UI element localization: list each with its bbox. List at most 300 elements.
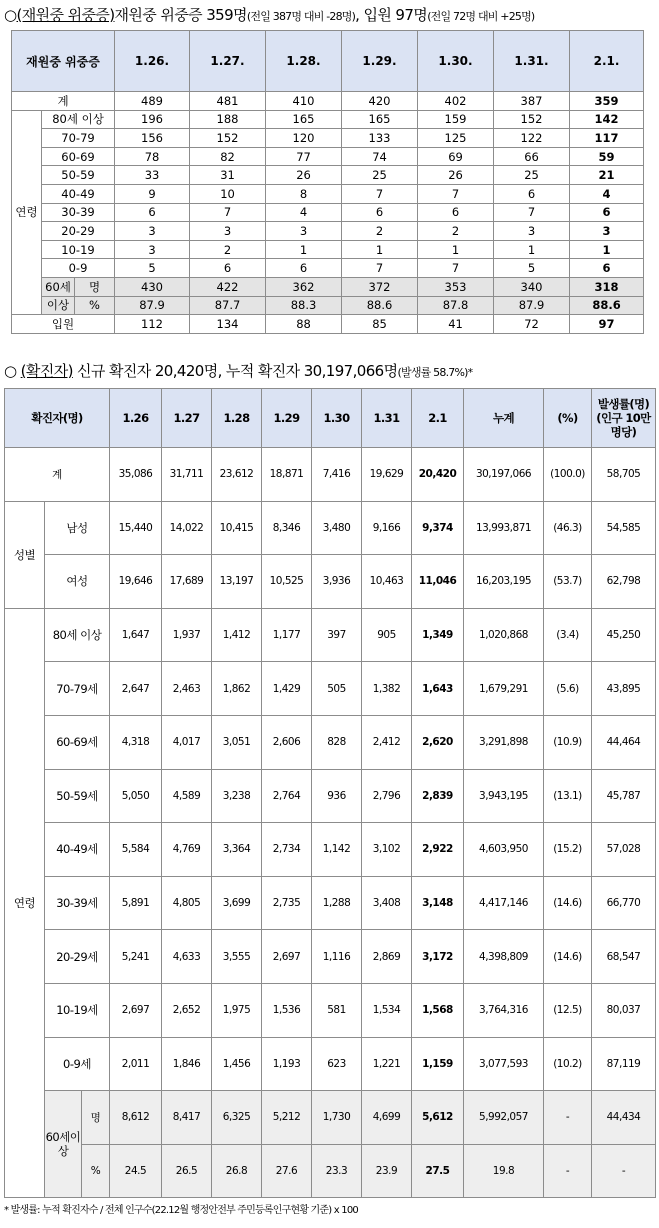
- table-cell: 3: [570, 222, 644, 241]
- cumulative-cell: 13,993,871: [464, 501, 544, 555]
- table-cell: 152: [190, 129, 266, 148]
- corner-header: 재원중 위중증: [12, 31, 115, 92]
- date-header: 1.27: [162, 389, 212, 448]
- table-cell: 2,011: [110, 1037, 162, 1091]
- rate-cell: 54,585: [592, 501, 656, 555]
- table-cell: 82: [190, 147, 266, 166]
- table-cell: 4,589: [162, 769, 212, 823]
- percent-cell: (14.6): [544, 876, 592, 930]
- table-cell: 2,796: [362, 769, 412, 823]
- table-cell: 410: [266, 92, 342, 111]
- table-cell: 77: [266, 147, 342, 166]
- table-cell: 340: [494, 277, 570, 296]
- row-label: 이상: [42, 296, 75, 315]
- table-cell: 3,172: [412, 930, 464, 984]
- percent-header: (%): [544, 389, 592, 448]
- table-cell: 1: [494, 240, 570, 259]
- row-label: 30-39: [42, 203, 115, 222]
- percent-cell: (10.2): [544, 1037, 592, 1091]
- table-cell: 828: [312, 715, 362, 769]
- table-cell: 2,620: [412, 715, 464, 769]
- table-cell: 402: [418, 92, 494, 111]
- table-cell: 387: [494, 92, 570, 111]
- table-cell: 372: [342, 277, 418, 296]
- row-label: 70-79세: [45, 662, 110, 716]
- table-cell: 74: [342, 147, 418, 166]
- cumulative-cell: 1,020,868: [464, 608, 544, 662]
- table-cell: 359: [570, 92, 644, 111]
- row-label: 60-69세: [45, 715, 110, 769]
- cumulative-header: 누계: [464, 389, 544, 448]
- table-cell: 27.6: [262, 1144, 312, 1198]
- table-row: [12, 184, 644, 203]
- table-cell: 1,429: [262, 662, 312, 716]
- table-cell: 1,643: [412, 662, 464, 716]
- table-cell: 5,212: [262, 1091, 312, 1145]
- table-cell: 5: [494, 259, 570, 278]
- row-label: 20-29세: [45, 930, 110, 984]
- table-cell: 1,456: [212, 1037, 262, 1091]
- cumulative-cell: 1,679,291: [464, 662, 544, 716]
- table-cell: 26: [418, 166, 494, 185]
- table-cell: 6,325: [212, 1091, 262, 1145]
- table-cell: 1,412: [212, 608, 262, 662]
- table-row: [5, 501, 656, 555]
- table-cell: 1,288: [312, 876, 362, 930]
- table-cell: 9,374: [412, 501, 464, 555]
- table-cell: 23,612: [212, 448, 262, 502]
- cumulative-cell: 3,943,195: [464, 769, 544, 823]
- table-cell: 8,417: [162, 1091, 212, 1145]
- table-cell: 188: [190, 110, 266, 129]
- unit-label: %: [82, 1144, 110, 1198]
- table-row: [12, 315, 644, 334]
- table-cell: 481: [190, 92, 266, 111]
- rate-cell: 58,705: [592, 448, 656, 502]
- table-cell: 69: [418, 147, 494, 166]
- table-cell: 6: [570, 259, 644, 278]
- header-row: [5, 389, 656, 448]
- row-label: 30-39세: [45, 876, 110, 930]
- table-cell: 20,420: [412, 448, 464, 502]
- table-cell: 21: [570, 166, 644, 185]
- bullet-marker: ○: [4, 362, 17, 380]
- table-cell: 3: [266, 222, 342, 241]
- table-row: [12, 129, 644, 148]
- table-cell: 1: [266, 240, 342, 259]
- table-cell: 1,846: [162, 1037, 212, 1091]
- section-summary-change: (전일 387명 대비 -28명): [246, 10, 356, 23]
- table-cell: 1,382: [362, 662, 412, 716]
- percent-cell: -: [544, 1144, 592, 1198]
- table-cell: 1,862: [212, 662, 262, 716]
- table-cell: 3,408: [362, 876, 412, 930]
- table-cell: 8,346: [262, 501, 312, 555]
- table-cell: 117: [570, 129, 644, 148]
- table-cell: 66: [494, 147, 570, 166]
- table-cell: 5,241: [110, 930, 162, 984]
- percent-cell: (12.5): [544, 983, 592, 1037]
- table-cell: 3,480: [312, 501, 362, 555]
- table-cell: 5: [115, 259, 190, 278]
- row-label: 70-79: [42, 129, 115, 148]
- section-summary-admit-change: (전일 72명 대비 +25명): [427, 10, 535, 23]
- table-cell: 24.5: [110, 1144, 162, 1198]
- cumulative-cell: 5,992,057: [464, 1091, 544, 1145]
- table-cell: 353: [418, 277, 494, 296]
- section-title: (확진자): [20, 362, 73, 380]
- table-cell: 2: [190, 240, 266, 259]
- table-cell: 318: [570, 277, 644, 296]
- table-cell: 8,612: [110, 1091, 162, 1145]
- table-cell: 18,871: [262, 448, 312, 502]
- unit-label: 명: [75, 277, 115, 296]
- percent-cell: (13.1): [544, 769, 592, 823]
- table-cell: 159: [418, 110, 494, 129]
- rate-cell: 44,434: [592, 1091, 656, 1145]
- section-summary-rate: (발생률 58.7%)*: [397, 366, 473, 379]
- table-cell: 17,689: [162, 555, 212, 609]
- table-cell: 1,975: [212, 983, 262, 1037]
- table-cell: 6: [418, 203, 494, 222]
- row-label: 0-9세: [45, 1037, 110, 1091]
- row-label: 계: [5, 448, 110, 502]
- table-cell: 7: [418, 184, 494, 203]
- table-cell: 33: [115, 166, 190, 185]
- rate-cell: 87,119: [592, 1037, 656, 1091]
- cumulative-cell: 4,417,146: [464, 876, 544, 930]
- table-cell: 7: [494, 203, 570, 222]
- table-cell: 1,730: [312, 1091, 362, 1145]
- table-cell: 2,869: [362, 930, 412, 984]
- table-cell: 2,606: [262, 715, 312, 769]
- table-cell: 25: [494, 166, 570, 185]
- table-cell: 2,764: [262, 769, 312, 823]
- cumulative-cell: 4,603,950: [464, 823, 544, 877]
- table-cell: 2,697: [262, 930, 312, 984]
- table-row: [12, 259, 644, 278]
- table-cell: 72: [494, 315, 570, 334]
- table-cell: 7: [342, 184, 418, 203]
- table-cell: 165: [342, 110, 418, 129]
- table-cell: 15,440: [110, 501, 162, 555]
- confirmed-cases-table: [4, 388, 656, 1198]
- table-cell: 6: [494, 184, 570, 203]
- table-cell: 112: [115, 315, 190, 334]
- table-cell: 4: [570, 184, 644, 203]
- table-cell: 5,050: [110, 769, 162, 823]
- percent-cell: (10.9): [544, 715, 592, 769]
- table-cell: 2,734: [262, 823, 312, 877]
- table-cell: 6: [266, 259, 342, 278]
- row-label: 80세 이상: [45, 608, 110, 662]
- table-cell: 6: [190, 259, 266, 278]
- table-cell: 125: [418, 129, 494, 148]
- percent-cell: (3.4): [544, 608, 592, 662]
- row-label: 40-49세: [45, 823, 110, 877]
- table-cell: 1,534: [362, 983, 412, 1037]
- group-label: 성별: [5, 501, 45, 608]
- table-cell: 3,699: [212, 876, 262, 930]
- unit-label: %: [75, 296, 115, 315]
- table-cell: 505: [312, 662, 362, 716]
- table-cell: 11,046: [412, 555, 464, 609]
- table-cell: 623: [312, 1037, 362, 1091]
- table-cell: 152: [494, 110, 570, 129]
- date-header: 1.31.: [494, 31, 570, 92]
- table-cell: 9,166: [362, 501, 412, 555]
- table-cell: 59: [570, 147, 644, 166]
- table-cell: 1,159: [412, 1037, 464, 1091]
- table-cell: 10,415: [212, 501, 262, 555]
- section-title: (재원중 위중증): [16, 6, 115, 24]
- table-cell: 1: [570, 240, 644, 259]
- table-cell: 87.7: [190, 296, 266, 315]
- row-label: 60세이상: [45, 1091, 82, 1198]
- row-label: 50-59: [42, 166, 115, 185]
- group-label: 연령: [12, 110, 42, 315]
- rate-cell: 68,547: [592, 930, 656, 984]
- table-cell: 13,197: [212, 555, 262, 609]
- rate-cell: 45,787: [592, 769, 656, 823]
- table-cell: 196: [115, 110, 190, 129]
- table-cell: 3,102: [362, 823, 412, 877]
- table-cell: 2,647: [110, 662, 162, 716]
- table-cell: 26.8: [212, 1144, 262, 1198]
- cumulative-cell: 30,197,066: [464, 448, 544, 502]
- row-label: 여성: [45, 555, 110, 609]
- rate-cell: 45,250: [592, 608, 656, 662]
- table-row: [5, 769, 656, 823]
- table-cell: 120: [266, 129, 342, 148]
- group-label: 연령: [5, 608, 45, 1198]
- table-cell: 10,525: [262, 555, 312, 609]
- table-cell: 3: [190, 222, 266, 241]
- row-label: 50-59세: [45, 769, 110, 823]
- table-cell: 362: [266, 277, 342, 296]
- row-label: 10-19세: [45, 983, 110, 1037]
- cumulative-cell: 3,291,898: [464, 715, 544, 769]
- row-label: 60-69: [42, 147, 115, 166]
- table-cell: 6: [115, 203, 190, 222]
- table-cell: 156: [115, 129, 190, 148]
- table-cell: 87.8: [418, 296, 494, 315]
- table-cell: 1,116: [312, 930, 362, 984]
- table-cell: 41: [418, 315, 494, 334]
- table-cell: 1,937: [162, 608, 212, 662]
- table-cell: 3,936: [312, 555, 362, 609]
- table-cell: 4,633: [162, 930, 212, 984]
- row-label: 남성: [45, 501, 110, 555]
- table-cell: 9: [115, 184, 190, 203]
- table-cell: 27.5: [412, 1144, 464, 1198]
- table-row: [12, 203, 644, 222]
- table-row: [5, 1091, 656, 1145]
- table-cell: 2,652: [162, 983, 212, 1037]
- unit-label: 명: [82, 1091, 110, 1145]
- section-heading-cases: [4, 360, 472, 381]
- date-header: 1.26: [110, 389, 162, 448]
- table-cell: 8: [266, 184, 342, 203]
- row-label: 계: [12, 92, 115, 111]
- table-cell: 165: [266, 110, 342, 129]
- table-cell: 1,221: [362, 1037, 412, 1091]
- percent-cell: (5.6): [544, 662, 592, 716]
- table-cell: 1,647: [110, 608, 162, 662]
- table-cell: 23.9: [362, 1144, 412, 1198]
- cumulative-cell: 4,398,809: [464, 930, 544, 984]
- table-row: [5, 608, 656, 662]
- table-cell: 1: [418, 240, 494, 259]
- table-cell: 5,612: [412, 1091, 464, 1145]
- rate-cell: 57,028: [592, 823, 656, 877]
- table-cell: 2,463: [162, 662, 212, 716]
- table-cell: 133: [342, 129, 418, 148]
- table-cell: 97: [570, 315, 644, 334]
- table-cell: 26.5: [162, 1144, 212, 1198]
- table-cell: 88.3: [266, 296, 342, 315]
- cumulative-cell: 16,203,195: [464, 555, 544, 609]
- date-header: 1.29: [262, 389, 312, 448]
- table-cell: 134: [190, 315, 266, 334]
- date-header: 1.26.: [115, 31, 190, 92]
- table-cell: 2: [418, 222, 494, 241]
- table-cell: 31: [190, 166, 266, 185]
- table-cell: 4,318: [110, 715, 162, 769]
- table-row: [5, 555, 656, 609]
- rate-cell: 43,895: [592, 662, 656, 716]
- table-cell: 31,711: [162, 448, 212, 502]
- table-cell: 122: [494, 129, 570, 148]
- bullet-marker: ○: [4, 6, 17, 24]
- table-cell: 3,555: [212, 930, 262, 984]
- table-cell: 2,412: [362, 715, 412, 769]
- table-cell: 7: [342, 259, 418, 278]
- table-cell: 420: [342, 92, 418, 111]
- corner-header: 확진자(명): [5, 389, 110, 448]
- section-summary-admit: , 입원 97명: [355, 6, 428, 24]
- table-cell: 1,536: [262, 983, 312, 1037]
- row-label: 80세 이상: [42, 110, 115, 129]
- table-cell: 19,629: [362, 448, 412, 502]
- table-row: [5, 1144, 656, 1198]
- table-cell: 2,839: [412, 769, 464, 823]
- table-cell: 5,584: [110, 823, 162, 877]
- percent-cell: (14.6): [544, 930, 592, 984]
- table-cell: 26: [266, 166, 342, 185]
- table-cell: 4,805: [162, 876, 212, 930]
- table-cell: 3: [115, 240, 190, 259]
- table-cell: 19,646: [110, 555, 162, 609]
- table-cell: 936: [312, 769, 362, 823]
- cumulative-cell: 19.8: [464, 1144, 544, 1198]
- date-header: 1.28: [212, 389, 262, 448]
- critical-patients-table: [11, 30, 644, 334]
- table-cell: 2,922: [412, 823, 464, 877]
- table-cell: 397: [312, 608, 362, 662]
- table-cell: 85: [342, 315, 418, 334]
- table-row: [5, 823, 656, 877]
- section-summary: 재원중 위중증 359명: [114, 6, 247, 24]
- table-cell: 2,735: [262, 876, 312, 930]
- table-row: [5, 876, 656, 930]
- percent-cell: -: [544, 1091, 592, 1145]
- cumulative-cell: 3,077,593: [464, 1037, 544, 1091]
- date-header: 1.27.: [190, 31, 266, 92]
- table-cell: 88.6: [570, 296, 644, 315]
- row-label: 입원: [12, 315, 115, 334]
- row-label: 40-49: [42, 184, 115, 203]
- row-label: 10-19: [42, 240, 115, 259]
- table-cell: 3,364: [212, 823, 262, 877]
- table-cell: 3,051: [212, 715, 262, 769]
- table-cell: 2,697: [110, 983, 162, 1037]
- table-cell: 4,769: [162, 823, 212, 877]
- cumulative-cell: 3,764,316: [464, 983, 544, 1037]
- table-cell: 1,142: [312, 823, 362, 877]
- date-header: 1.28.: [266, 31, 342, 92]
- percent-cell: (100.0): [544, 448, 592, 502]
- rate-cell: 44,464: [592, 715, 656, 769]
- date-header: 2.1.: [570, 31, 644, 92]
- table-cell: 87.9: [115, 296, 190, 315]
- table-cell: 10: [190, 184, 266, 203]
- table-row: [5, 662, 656, 716]
- table-row: [12, 110, 644, 129]
- table-cell: 88.6: [342, 296, 418, 315]
- date-header: 1.30.: [418, 31, 494, 92]
- table-cell: 3,148: [412, 876, 464, 930]
- table-row: [12, 92, 644, 111]
- table-cell: 7: [190, 203, 266, 222]
- table-cell: 2: [342, 222, 418, 241]
- percent-cell: (15.2): [544, 823, 592, 877]
- section-heading-critical: [4, 4, 534, 25]
- table-row: [12, 147, 644, 166]
- table-cell: 87.9: [494, 296, 570, 315]
- table-cell: 1,193: [262, 1037, 312, 1091]
- rate-cell: 66,770: [592, 876, 656, 930]
- rate-cell: -: [592, 1144, 656, 1198]
- table-row: [12, 240, 644, 259]
- table-cell: 489: [115, 92, 190, 111]
- table-row: [12, 277, 644, 296]
- table-cell: 7,416: [312, 448, 362, 502]
- date-header: 1.31: [362, 389, 412, 448]
- table-cell: 4,699: [362, 1091, 412, 1145]
- table-cell: 14,022: [162, 501, 212, 555]
- header-row: [12, 31, 644, 92]
- table-cell: 4: [266, 203, 342, 222]
- table-cell: 25: [342, 166, 418, 185]
- rate-header: 발생률(명) (인구 10만명당): [592, 389, 656, 448]
- rate-cell: 62,798: [592, 555, 656, 609]
- table-cell: 3,238: [212, 769, 262, 823]
- row-label: 20-29: [42, 222, 115, 241]
- table-cell: 6: [570, 203, 644, 222]
- table-cell: 10,463: [362, 555, 412, 609]
- section-summary: 신규 확진자 20,420명, 누적 확진자 30,197,066명: [72, 362, 398, 380]
- table-cell: 4,017: [162, 715, 212, 769]
- table-cell: 88: [266, 315, 342, 334]
- table-cell: 3: [494, 222, 570, 241]
- table-row: [12, 296, 644, 315]
- table-row: [12, 222, 644, 241]
- table-row: [5, 983, 656, 1037]
- date-header: 1.30: [312, 389, 362, 448]
- table-cell: 23.3: [312, 1144, 362, 1198]
- percent-cell: (53.7): [544, 555, 592, 609]
